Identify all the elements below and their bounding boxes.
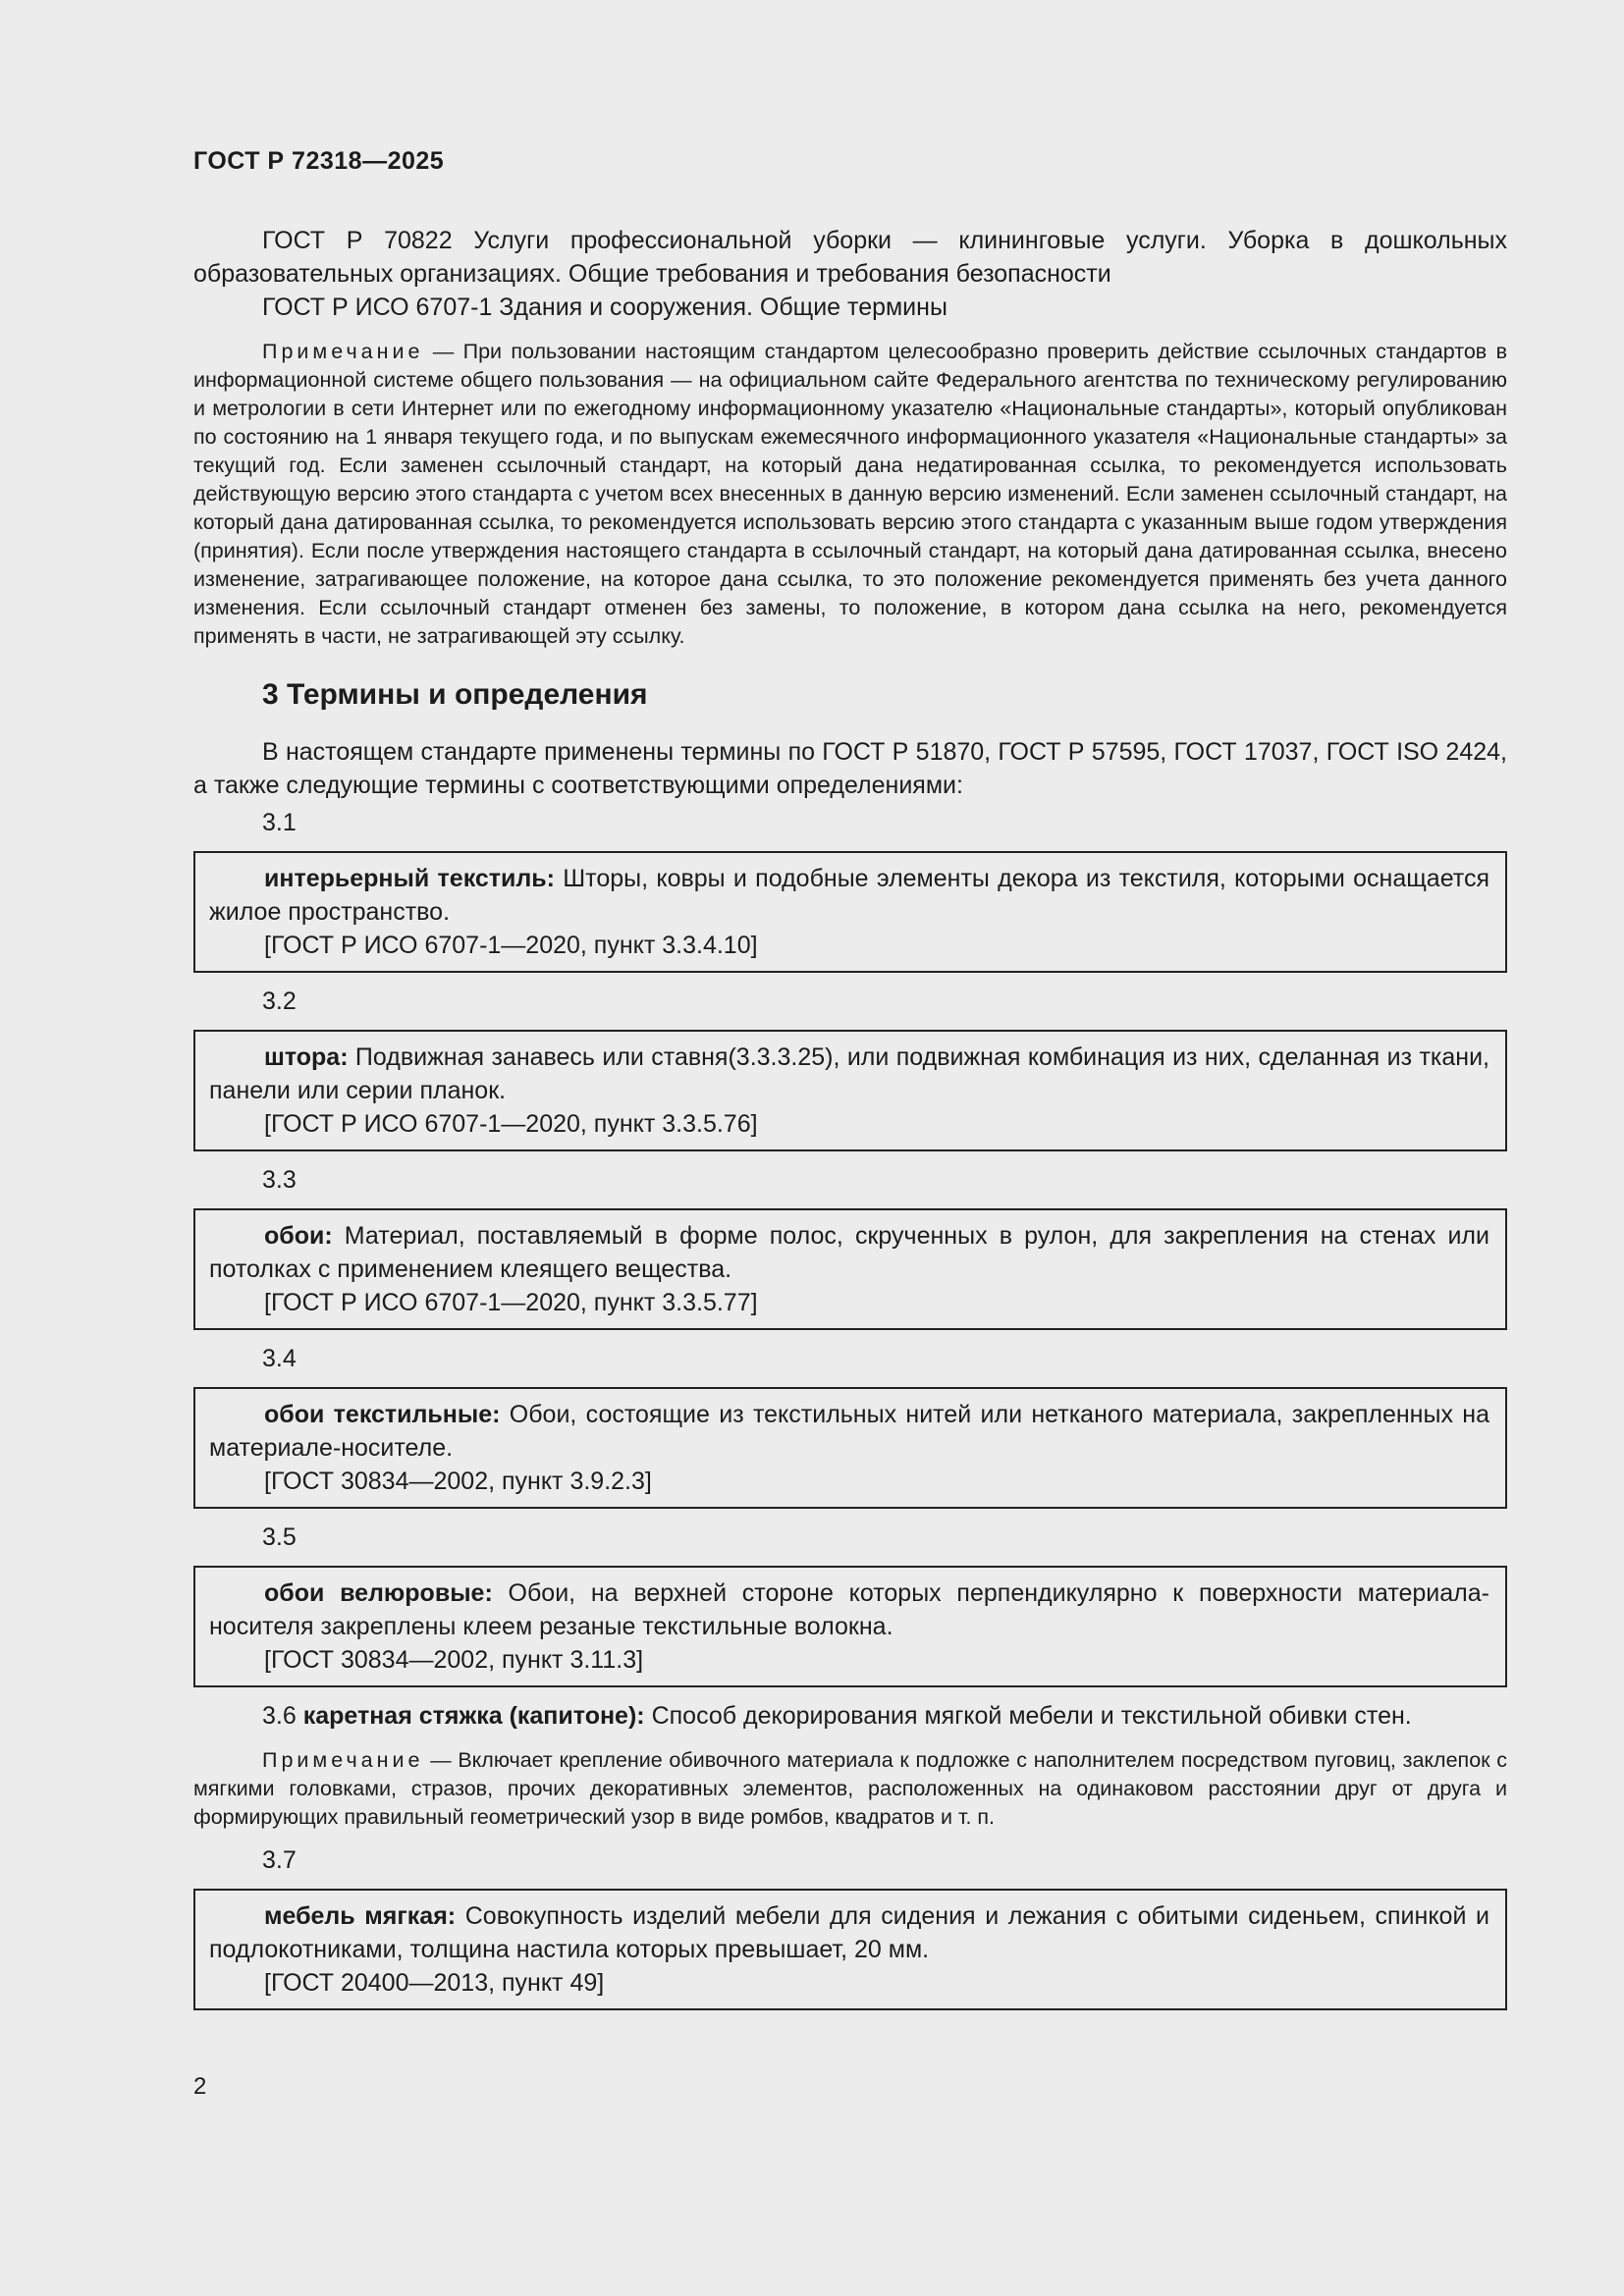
term-definition: интерьерный текстиль: Шторы, ковры и подобные элементы декора из текстиля, которыми оснащается жилое пространство.: [209, 865, 1489, 926]
note-text: — Включает крепление обивочного материала к подложке с наполнителем посредством пуговиц, заклепок с мягкими головками, стразов, прочих декоративных элементов, расположенных на одинаковом расстоянии друг от друга и формирующих правильный геометрический узор в виде ромбов, квадратов и т. п.: [193, 1748, 1507, 1829]
term-definition: обои велюровые: Обои, на верхней стороне которых перпендикулярно к поверхности материала-носителя закреплены клеем резаные текстильные волокна.: [209, 1579, 1489, 1640]
term-number: 3.1: [262, 809, 297, 836]
note-paragraph: [193, 1746, 1507, 1832]
term-number: 3.5: [262, 1523, 297, 1551]
term-source: [ГОСТ Р ИСО 6707-1—2020, пункт 3.3.5.76]: [264, 1110, 758, 1138]
page-number: 2: [193, 2073, 207, 2100]
term-name: обои велюровые:: [264, 1579, 493, 1607]
term-source: [ГОСТ Р ИСО 6707-1—2020, пункт 3.3.5.77]: [264, 1289, 758, 1316]
document-code-header: ГОСТ Р 72318—2025: [193, 147, 445, 175]
term-box: [193, 1208, 1507, 1330]
term-number: 3.6: [262, 1702, 303, 1730]
term-definition-unboxed: 3.6 каретная стяжка (капитоне): Способ декорирования мягкой мебели и текстильной обивки стен.: [262, 1702, 1412, 1730]
term-source: [ГОСТ 30834—2002, пункт 3.9.2.3]: [264, 1468, 652, 1495]
normative-reference: ГОСТ Р 70822 Услуги профессиональной уборки — клининговые услуги. Уборка в дошкольных образовательных организациях. Общие требования и требования безопасности: [193, 227, 1507, 288]
section-intro: В настоящем стандарте применены термины по ГОСТ Р 51870, ГОСТ Р 57595, ГОСТ 17037, ГОСТ ISO 2424, а также следующие термины с соответствующими определениями:: [193, 738, 1507, 799]
term-number: 3.7: [262, 1846, 297, 1874]
term-definition: мебель мягкая: Совокупность изделий мебели для сидения и лежания с обитыми сиденьем, спинкой и подлокотниками, толщина настила которых превышает, 20 мм.: [209, 1902, 1490, 1963]
term-source: [ГОСТ Р ИСО 6707-1—2020, пункт 3.3.4.10]: [264, 932, 758, 959]
note-label: Примечание: [262, 1748, 424, 1772]
term-definition: штора: Подвижная занавесь или ставня(3.3.3.25), или подвижная комбинация из них, сделанная из ткани, панели или серии планок.: [209, 1043, 1489, 1104]
term-box: [193, 1387, 1507, 1509]
note-paragraph: [193, 338, 1507, 651]
term-name: штора:: [264, 1043, 349, 1071]
term-box: [193, 1030, 1507, 1151]
normative-reference: ГОСТ Р ИСО 6707-1 Здания и сооружения. Общие термины: [262, 294, 947, 321]
term-number: 3.3: [262, 1166, 297, 1194]
note-text: — При пользовании настоящим стандартом целесообразно проверить действие ссылочных стандартов в информационной системе общего пользования — на официальном сайте Федерального агентства по техническому регулированию и метрологии в сети Интернет или по ежегодному информационному указателю «Национальные стандарты», который опубликован по состоянию на 1 января текущего года, и по выпускам ежемесячного информационного указателя «Национальные стандарты» за текущий год. Если заменен ссылочный стандарт, на который дана недатированная ссылка, то рекомендуется использовать действующую версию этого стандарта с учетом всех внесенных в данную версию изменений. Если заменен ссылочный стандарт, на который дана датированная ссылка, то рекомендуется использовать версию этого стандарта с указанным выше годом утверждения (принятия). Если после утверждения настоящего стандарта в ссылочный стандарт, на который дана датированная ссылка, внесено изменение, затрагивающее положение, на которое дана ссылка, то это положение рекомендуется применять без учета данного изменения. Если ссылочный стандарт отменен без замены, то положение, в котором дана ссылка на него, рекомендуется применять в части, не затрагивающей эту ссылку.: [193, 340, 1507, 648]
term-name: интерьерный текстиль:: [264, 865, 555, 892]
term-name: обои:: [264, 1222, 333, 1250]
term-definition: обои текстильные: Обои, состоящие из текстильных нитей или нетканого материала, закрепленных на материале-носителе.: [209, 1401, 1489, 1462]
term-number: 3.2: [262, 988, 297, 1015]
term-source: [ГОСТ 30834—2002, пункт 3.11.3]: [264, 1646, 644, 1674]
term-name: мебель мягкая:: [264, 1902, 457, 1930]
term-box: [193, 1889, 1507, 2010]
term-name: каретная стяжка (капитоне):: [302, 1702, 645, 1730]
note-label: Примечание: [262, 340, 424, 363]
page-content: [193, 224, 1507, 2022]
section-heading: 3 Термины и определения: [262, 678, 648, 711]
term-box: [193, 1566, 1507, 1687]
term-source: [ГОСТ 20400—2013, пункт 49]: [264, 1969, 605, 1997]
term-name: обои текстильные:: [264, 1401, 501, 1428]
term-number: 3.4: [262, 1345, 297, 1372]
term-definition: обои: Материал, поставляемый в форме полос, скрученных в рулон, для закрепления на стенах или потолках с применением клеящего вещества.: [209, 1222, 1489, 1283]
term-box: [193, 851, 1507, 973]
